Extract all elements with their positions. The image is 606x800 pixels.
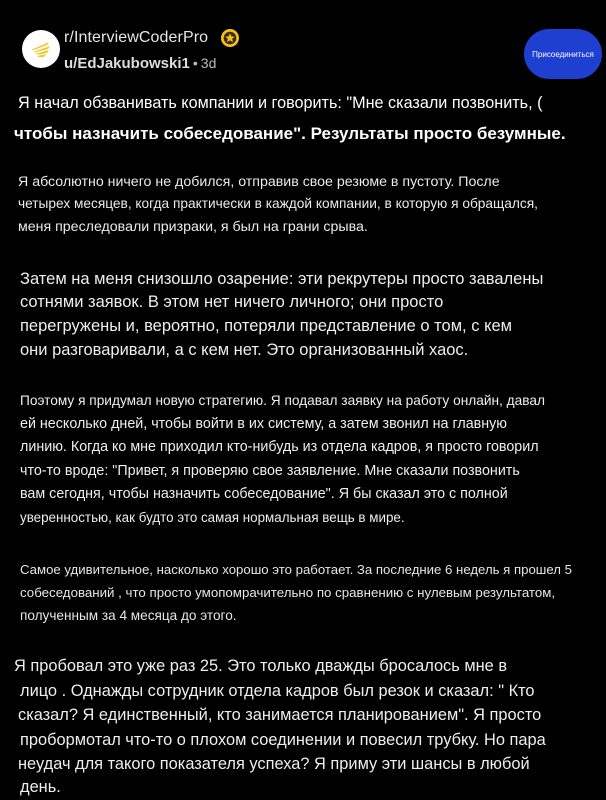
paragraph-line: день.: [20, 778, 61, 796]
paragraph-line: полученным за 4 месяца до этого.: [20, 608, 237, 623]
post-title-line: чтобы назначить собеседование". Результаты просто безумные.: [14, 124, 566, 143]
paragraph-line: сказал? Я единственный, кто занимается планированием". Я просто: [18, 706, 542, 724]
paragraph-line: Поэтому я придумал новую стратегию. Я подавал заявку на работу онлайн, давал: [20, 393, 545, 408]
paragraph-line: лицо . Однажды сотрудник отдела кадров был резок и сказал: " Кто: [20, 682, 535, 700]
paragraph-line: линию. Когда ко мне приходил кто-нибудь из отдела кадров, я просто говорил: [20, 439, 539, 455]
paragraph-line: собеседований , что просто умопомрачительно по сравнению с нулевым результатом,: [20, 585, 556, 600]
paragraph-line: перегружены и, вероятно, потеряли представление о том, с кем: [20, 317, 512, 335]
post-author[interactable]: u/EdJakubowski1: [64, 54, 190, 72]
paragraph-line: четырех месяцев, когда практически в каждой компании, в которую я обращался,: [18, 196, 538, 211]
paragraph-line: Я абсолютно ничего не добился, отправив свое резюме в пустоту. После: [18, 174, 500, 190]
paragraph-line: Затем на меня снизошло озарение: эти рекрутеры просто завалены: [20, 270, 544, 288]
paragraph-line: уверенностью, как будто это самая нормальная вещь в мире.: [20, 510, 405, 525]
post-title-line: Я начал обзванивать компании и говорить: "Мне сказали позвонить, (: [18, 94, 543, 112]
paragraph-line: они разговаривали, а с кем нет. Это организованный хаос.: [20, 341, 469, 359]
post-time: 3d: [200, 55, 217, 71]
paragraph-line: Самое удивительное, насколько хорошо это работает. За последние 6 недель я прошел 5: [20, 562, 572, 577]
paragraph-line: Я пробовал это уже раз 25. Это только дважды бросалось мне в: [14, 657, 508, 675]
paragraph-line: неудач для такого показателя успеха? Я приму эти шансы в любой: [18, 755, 530, 773]
paragraph-line: ей несколько дней, чтобы войти в их систему, а затем звонил на главную: [20, 416, 508, 432]
paragraph-line: сотнями заявок. В этом нет ничего личного; они просто: [20, 293, 444, 311]
meta-separator: •: [192, 55, 198, 71]
subreddit-name[interactable]: r/InterviewCoderPro: [64, 29, 209, 46]
paragraph-line: меня преследовали призраки, я был на грани срыва.: [18, 219, 368, 235]
paragraph-line: что-то вроде: "Привет, я проверяю свое заявление. Мне сказали позвонить: [20, 463, 520, 479]
paragraph-line: пробормотал что-то о плохом соединении и повесил трубку. Но пара: [20, 731, 546, 749]
paragraph-line: вам сегодня, чтобы назначить собеседование". Я бы сказал это с полной: [20, 486, 508, 502]
join-button[interactable]: Присоединиться: [524, 29, 602, 79]
